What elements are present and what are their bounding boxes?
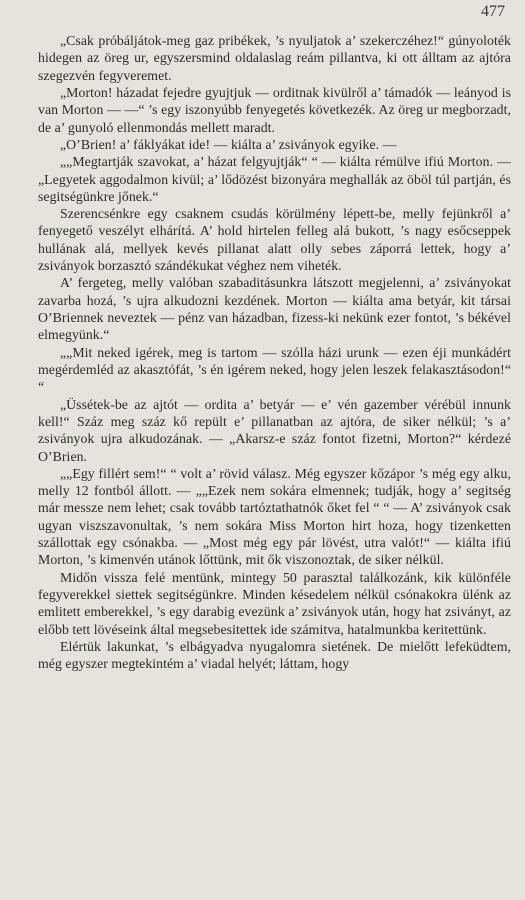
paragraph: Szerencsénkre egy csaknem csudás körülmény lépett-be, melly fejünkről a’ fenyegető veszélyt elhárítá. A’ hold hirtelen felleg alá bukott, ’s nagy esőcseppek hullának alá, mellyek kevés pillanat alatt olly sebes záporrá lettek, hogy a’ zsiványok borzasztó szándékukat véghez nem viheték. xyxy=(38,206,511,274)
paragraph: „Morton! házadat fejedre gyujtjuk — orditnak kivülről a’ támadók — leányod is van Morton — —“ ’s egy iszonyúbb fenyegetés következék. Az öreg ur megborzadt, de a’ gunyoló ellenmondás mellett maradt. xyxy=(38,84,511,135)
paragraph: „„Mit neked igérek, meg is tartom — szólla házi urunk — ezen éji munkádért megérdemléd az akasztófát, ’s én igérem neked, hogy jelen leszek felakasztásodon!“ “ xyxy=(38,344,511,395)
paragraph: „Csak próbáljátok-meg gaz pribékek, ’s nyuljatok a’ szekerczéhez!“ gúnyoloték hidegen az öreg ur, egyszersmind oldalaslag reám pillantva, ki ott álltam az ajtóra szegezvén fegyveremet. xyxy=(38,33,511,83)
paragraph: A’ fergeteg, melly valóban szabaditásunkra látszott megjelenni, a’ zsiványokat zavarba hozá, ’s ujra alkudozni kezdének. Morton — kiálta ama betyár, kit társai O’Briennek neveztek — pénz van házadban, fizess-ki nekünk ezer fontot, ’s békével elmegyünk.“ xyxy=(38,275,511,343)
paragraph: Midőn vissza felé mentünk, mintegy 50 parasztal találkozánk, kik különféle fegyverekkel siettek segitségünkre. Minden késedelem nélkül csónakokra ülénk az emlitett emberekkel, ’s egy darabig evezünk a’ zsiványok után, hogy hat zsiványt, az előbb tett lövéseink által megsebesitettek ide számitva, hatalmunkba keritettünk. xyxy=(38,569,511,637)
paragraph: „„Egy fillért sem!“ “ volt a’ rövid válasz. Még egyszer kőzápor ’s még egy alku, melly 12 fontból állott. — „„Ezek nem sokára elmennek; tudják, hogy a’ segitség már messze nem lehet; csak tovább tartóztathatnók őket fel “ “ — A’ zsiványok csak ugyan viszszavonultak, ’s nem sokára Miss Morton hirt hoza, hogy tizenketten szállottak egy csónakba. — „Most még egy pár lövést, utra valót!“ — kiálta ifiú Morton, ’s kimenvén utánok lőttünk, mit ők viszonoztak, de siker nélkül. xyxy=(38,465,511,568)
paragraph: „„Megtartják szavokat, a’ házat felgyujtják“ “ — kiálta rémülve ifiú Morton. — „Legyetek aggodalmon kivül; a’ lődözést bizonyára meghallák az öböl túl partján, és segitségünkre jőnek.“ xyxy=(38,154,511,204)
paragraph: „O’Brien! a’ fáklyákat ide! — kiálta a’ zsiványok egyike. — xyxy=(60,136,397,152)
body-text xyxy=(38,32,511,673)
paragraph: Elértük lakunkat, ’s elbágyadva nyugalomra sietének. De mielőtt lefeküdtem, még egyszer megtekintém a’ viadal helyét; láttam, hogy xyxy=(38,638,511,672)
paragraph: „Üssétek-be az ajtót — ordita a’ betyár — e’ vén gazember vérébül innunk kell!“ Száz meg száz kő repült e’ pillanatban az ajtóra, de siker nélkül; ’s a’ zsiványok ujra alkudozának. — „Akarsz-e száz fontot fizetni, Morton?“ kérdezé O’Brien. xyxy=(38,396,511,464)
page-number: 477 xyxy=(481,3,505,20)
